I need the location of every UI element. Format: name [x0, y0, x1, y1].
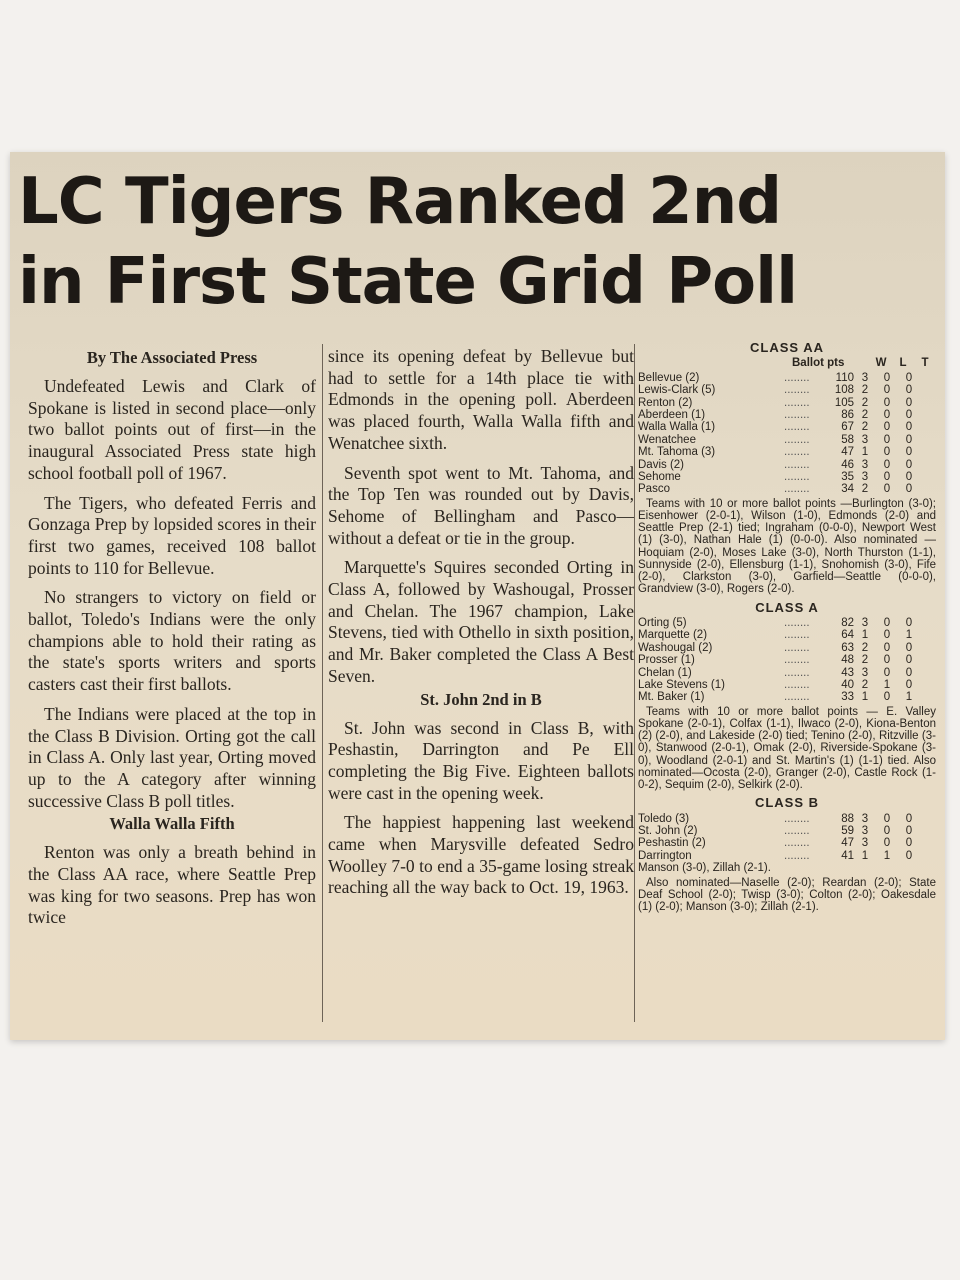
- cell-l: 0: [883, 654, 891, 667]
- cell-team: St. John (2): [638, 824, 698, 837]
- standings-row: [638, 384, 936, 396]
- cell-pts: 47: [841, 837, 854, 850]
- paragraph: The Tigers, who defeated Ferris and Gonzaga Prep by lopsided scores in their first two games, received 108 ballot points to 110 for Bellevue.: [28, 492, 316, 578]
- cell-t: 0: [905, 421, 913, 434]
- standings-row: [638, 459, 936, 471]
- standings-row: [638, 691, 936, 703]
- class-a-table: [638, 617, 936, 704]
- article-column-1: [28, 346, 316, 929]
- cell-t: 0: [905, 654, 913, 667]
- column-rule: [322, 344, 323, 1022]
- cell-team: Toledo (3): [638, 812, 690, 825]
- cell-t: 0: [905, 371, 913, 384]
- subhead-walla-walla: Walla Walla Fifth: [109, 814, 235, 834]
- cell-l: 0: [883, 421, 891, 434]
- cell-w: 3: [861, 837, 869, 850]
- standings-row: [638, 372, 936, 384]
- leader-dots: ........: [784, 471, 810, 484]
- standings-row: [638, 421, 936, 433]
- cell-t: 0: [905, 471, 913, 484]
- cell-l: 0: [883, 641, 891, 654]
- standings-row: [638, 642, 936, 654]
- header-ballot-pts: Ballot pts: [792, 357, 845, 370]
- leader-dots: ........: [784, 812, 810, 825]
- cell-w: 3: [861, 824, 869, 837]
- cell-w: 3: [861, 666, 869, 679]
- leader-dots: ........: [784, 384, 810, 397]
- standings-row: [638, 667, 936, 679]
- cell-l: 0: [883, 371, 891, 384]
- standings-row: [638, 679, 936, 691]
- paragraph: The Indians were placed at the top in the Class B Division. Orting got the call in Class A. Only last year, Orting moved up to the A category after winning successive Class B poll titles.: [28, 703, 316, 811]
- class-b-table: [638, 813, 936, 863]
- cell-pts: 64: [841, 629, 854, 642]
- cell-w: 3: [861, 458, 869, 471]
- cell-w: 2: [861, 678, 869, 691]
- cell-t: 0: [905, 678, 913, 691]
- cell-pts: 110: [835, 371, 854, 384]
- paragraph: St. John was second in Class B, with Peshastin, Darrington and Pe Ell completing the Big Five. Eighteen ballots were cast in the opening week.: [328, 717, 634, 803]
- cell-t: 0: [905, 458, 913, 471]
- cell-l: 0: [883, 409, 891, 422]
- cell-l: 0: [883, 824, 891, 837]
- cell-team: Davis (2): [638, 458, 685, 471]
- class-aa-table: [638, 372, 936, 496]
- cell-l: 0: [883, 812, 891, 825]
- cell-team: Peshastin (2): [638, 837, 706, 850]
- class-b-title: CLASS B: [754, 795, 820, 811]
- cell-team: Wenatchee: [638, 433, 696, 446]
- cell-w: 3: [861, 616, 869, 629]
- cell-l: 0: [883, 446, 891, 459]
- header-t: T: [921, 357, 929, 370]
- cell-team: Aberdeen (1): [638, 409, 706, 422]
- standings-row: [638, 629, 936, 641]
- cell-l: 0: [883, 837, 891, 850]
- paragraph: No strangers to victory on field or ballot, Toledo's Indians were the only champions able to hold their rating as the state's sports writers and sports casters cast their first ballots.: [28, 587, 316, 695]
- cell-team: Walla Walla (1): [638, 421, 716, 434]
- cell-pts: 40: [841, 678, 854, 691]
- standings-row: [638, 813, 936, 825]
- cell-l: 0: [883, 458, 891, 471]
- cell-team: Mt. Baker (1): [638, 691, 705, 704]
- cell-t: 0: [905, 666, 913, 679]
- cell-w: 1: [861, 691, 869, 704]
- class-b-note: Also nominated—Naselle (2-0); Reardan (2-0); State Deaf School (2-0); Twisp (3-0); Colton (2-0); Oakesdale (1) (2-0); Manson (3-0); Zillah (2-1).: [638, 876, 936, 914]
- cell-l: 1: [883, 678, 891, 691]
- leader-dots: ........: [784, 396, 810, 409]
- standings-row: [638, 825, 936, 837]
- cell-team: Sehome: [638, 471, 681, 484]
- cell-l: 0: [883, 691, 891, 704]
- cell-team: Washougal (2): [638, 641, 713, 654]
- leader-dots: ........: [784, 433, 810, 446]
- cell-t: 0: [905, 824, 913, 837]
- leader-dots: ........: [784, 849, 810, 862]
- cell-pts: 46: [841, 458, 854, 471]
- cell-w: 3: [861, 433, 869, 446]
- cell-t: 0: [905, 616, 913, 629]
- subhead-st-john: St. John 2nd in B: [420, 689, 542, 709]
- paragraph: Seventh spot went to Mt. Tahoma, and the Top Ten was rounded out by Davis, Sehome of Bellingham and Pasco—without a defeat or tie in the group.: [328, 462, 634, 548]
- cell-team: Marquette (2): [638, 629, 708, 642]
- cell-l: 0: [883, 616, 891, 629]
- headline-line-1: LC Tigers Ranked 2nd: [18, 165, 782, 239]
- leader-dots: ........: [784, 824, 810, 837]
- cell-l: 0: [883, 666, 891, 679]
- cell-l: 0: [883, 483, 891, 496]
- cell-pts: 86: [841, 409, 854, 422]
- standings-column: [638, 338, 936, 919]
- article-column-2: [328, 346, 634, 899]
- cell-t: 0: [905, 483, 913, 496]
- cell-w: 1: [861, 446, 869, 459]
- cell-w: 2: [861, 396, 869, 409]
- header-l: L: [899, 357, 907, 370]
- paragraph: Undefeated Lewis and Clark of Spokane is listed in second place—only two ballot points out of first—in the inaugural Associated Press state high school football poll of 1967.: [28, 376, 316, 483]
- leader-dots: ........: [784, 616, 810, 629]
- class-a-note: Teams with 10 or more ballot points — E. Valley Spokane (2-0-1), Colfax (1-1), Ilwaco (2-0), Kiona-Benton (2) (2-0), and Lakeside (2-0) tied; Tenino (2-0), Ritzville (3-0), Stanwood (2-0-1), Omak (2-0), Riverside-Spokane (3-0), Woodland (2-0-1) and St. Martin's (1) (1-1) tied. Also nominated—Ocosta (2-0), Granger (2-0), Castle Rock (1-0-2), Sequim (2-0), Selkirk (2-0).: [638, 705, 936, 791]
- cell-l: 0: [883, 433, 891, 446]
- standings-row: [638, 446, 936, 458]
- cell-pts: 63: [841, 641, 854, 654]
- cell-t: 0: [905, 641, 913, 654]
- cell-pts: 59: [841, 824, 854, 837]
- leader-dots: ........: [784, 654, 810, 667]
- cell-w: 3: [861, 812, 869, 825]
- headline-line-2: in First State Grid Poll: [18, 245, 797, 319]
- cell-w: 2: [861, 384, 869, 397]
- cell-team: Prosser (1): [638, 654, 695, 667]
- cell-w: 1: [861, 849, 869, 862]
- cell-team: Lake Stevens (1): [638, 678, 725, 691]
- cell-pts: 48: [841, 654, 854, 667]
- cell-w: 2: [861, 641, 869, 654]
- cell-pts: 33: [841, 691, 854, 704]
- cell-pts: 105: [834, 396, 854, 409]
- cell-pts: 82: [841, 616, 854, 629]
- cell-t: 0: [905, 446, 913, 459]
- cell-t: 0: [905, 837, 913, 850]
- leader-dots: ........: [784, 678, 810, 691]
- standings-row: [638, 434, 936, 446]
- cell-t: 1: [905, 629, 913, 642]
- paragraph: Renton was only a breath behind in the Class AA race, where Seattle Prep was king for two seasons. Prep has won twice: [28, 842, 316, 928]
- class-a-title: CLASS A: [755, 599, 819, 615]
- standings-header: [638, 357, 936, 369]
- leader-dots: ........: [784, 666, 810, 679]
- standings-row: [638, 409, 936, 421]
- cell-w: 2: [861, 421, 869, 434]
- leader-dots: ........: [784, 691, 810, 704]
- leader-dots: ........: [784, 458, 810, 471]
- cell-pts: 35: [841, 471, 854, 484]
- cell-t: 0: [905, 396, 913, 409]
- cell-w: 2: [861, 483, 869, 496]
- cell-w: 2: [861, 654, 869, 667]
- cell-pts: 34: [841, 483, 854, 496]
- leader-dots: ........: [784, 629, 810, 642]
- leader-dots: ........: [784, 409, 810, 422]
- cell-team: Bellevue (2): [638, 371, 700, 384]
- cell-w: 2: [861, 409, 869, 422]
- leader-dots: ........: [784, 483, 810, 496]
- leader-dots: ........: [784, 371, 810, 384]
- cell-team: Orting (5): [638, 616, 687, 629]
- cell-w: 3: [861, 471, 869, 484]
- cell-team: Chelan (1): [638, 666, 692, 679]
- cell-t: 0: [905, 384, 913, 397]
- leader-dots: ........: [784, 641, 810, 654]
- header-w: W: [875, 357, 887, 370]
- headline: [18, 162, 938, 322]
- cell-pts: 88: [841, 812, 854, 825]
- paragraph: The happiest happening last weekend came when Marysville defeated Sedro Woolley 7-0 to end a 35-game losing streak reaching all the way back to Oct. 19, 1963.: [328, 812, 634, 898]
- class-aa-note: Teams with 10 or more ballot points —Burlington (3-0); Eisenhower (2-0-1), Wilson (1-0), Edmonds (2-0) and Seattle Prep (2-1) tied; Ingraham (0-0-0), Newport West (1) (3-0), Nathan Hale (1) (0-0-0). Also nominated — Hoquiam (2-0), Moses Lake (3-0), North Thurston (1-1), Sunnyside (2-0), Ellensburg (1-1), Snohomish (3-0), Fife (2-0), Clarkston (3-0), Garfield—Seattle (0-0-0), Grandview (3-0), Rogers (2-0).: [638, 497, 936, 596]
- standings-row: [638, 617, 936, 629]
- standings-row: [638, 397, 936, 409]
- newspaper-clipping: [10, 152, 945, 1040]
- cell-pts: 58: [841, 433, 854, 446]
- standings-row: [638, 850, 936, 862]
- standings-row: [638, 654, 936, 666]
- standings-row: [638, 483, 936, 495]
- cell-t: 0: [905, 849, 913, 862]
- leader-dots: ........: [784, 837, 810, 850]
- cell-t: 1: [905, 691, 913, 704]
- cell-pts: 67: [841, 421, 854, 434]
- paragraph: since its opening defeat by Bellevue but had to settle for a 14th place tie with Edmonds in the opening poll. Aberdeen was placed fourth, Walla Walla fifth and Wenatchee sixth.: [328, 346, 634, 453]
- leader-dots: ........: [784, 421, 810, 434]
- standings-row: [638, 837, 936, 849]
- cell-team: Renton (2): [638, 396, 693, 409]
- cell-t: 0: [905, 812, 913, 825]
- cell-pts: 41: [841, 849, 854, 862]
- cell-l: 0: [883, 384, 891, 397]
- paragraph: Marquette's Squires seconded Orting in Class A, followed by Washougal, Prosser and Chelan. The 1967 champion, Lake Stevens, tied with Othello in sixth position, and Mr. Baker completed the Class A Best Seven.: [328, 557, 634, 686]
- byline: By The Associated Press: [86, 348, 258, 367]
- leader-dots: ........: [784, 446, 810, 459]
- cell-t: 0: [905, 433, 913, 446]
- cell-l: 0: [883, 396, 891, 409]
- cell-team: Mt. Tahoma (3): [638, 446, 716, 459]
- cell-t: 0: [905, 409, 913, 422]
- standings-row: [638, 471, 936, 483]
- cell-team: Darrington: [638, 849, 692, 862]
- cell-l: 0: [883, 471, 891, 484]
- class-b-tail: Manson (3-0), Zillah (2-1).: [638, 862, 771, 875]
- cell-team: Pasco: [638, 483, 670, 496]
- column-rule: [634, 344, 635, 1022]
- cell-team: Lewis-Clark (5): [638, 384, 716, 397]
- cell-pts: 108: [834, 384, 854, 397]
- cell-w: 3: [861, 371, 869, 384]
- cell-l: 1: [883, 849, 891, 862]
- cell-l: 0: [883, 629, 891, 642]
- cell-w: 1: [861, 629, 869, 642]
- cell-pts: 43: [841, 666, 854, 679]
- class-aa-title: CLASS AA: [750, 340, 824, 355]
- cell-pts: 47: [841, 446, 854, 459]
